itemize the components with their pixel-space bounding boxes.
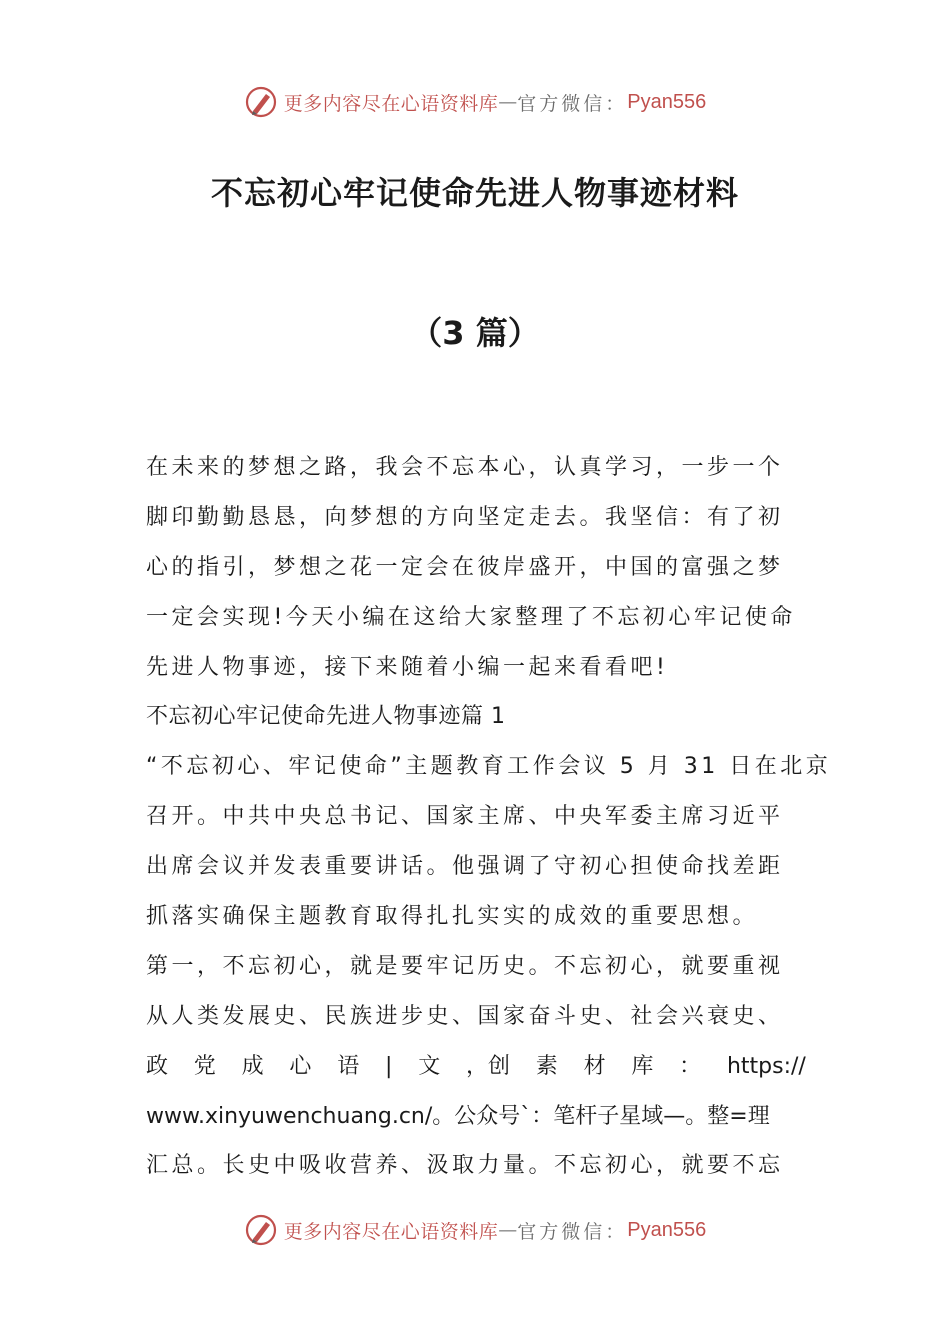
body-line: 抓落实确保主题教育取得扎扎实实的成效的重要思想。 <box>146 904 759 930</box>
document-body <box>146 448 832 1196</box>
document-subtitle: （3 篇） <box>410 314 540 352</box>
spread-token: ，创 <box>465 1053 510 1079</box>
pen-logo-icon <box>244 1213 278 1247</box>
spread-token: 政 <box>146 1053 169 1079</box>
header-banner <box>0 80 950 124</box>
spread-token: 库 <box>631 1053 654 1079</box>
body-line: “不忘初心、牢记使命”主题教育工作会议 5 月 31 日在北京 <box>146 754 832 780</box>
spread-token: ： <box>679 1053 702 1079</box>
spread-token: 党 <box>193 1053 216 1079</box>
spread-token: 文 <box>418 1053 441 1079</box>
spread-token: 语 <box>337 1053 360 1079</box>
body-line: 一定会实现!今天小编在这给大家整理了不忘初心牢记使命 <box>146 604 796 630</box>
spread-token: 素 <box>535 1053 558 1079</box>
body-line-url: www.xinyuwenchuang.cn/。公众号`：笔杆子星域—。整=理 <box>146 1103 770 1129</box>
body-line: 脚印勤勤恳恳，向梦想的方向坚定走去。我坚信：有了初 <box>146 504 784 530</box>
pen-logo-icon <box>244 85 278 119</box>
footer-banner <box>0 1208 950 1252</box>
banner-account-id: Pyan556 <box>627 1218 707 1241</box>
spread-token: 成 <box>241 1053 264 1079</box>
document-title: 不忘初心牢记使命先进人物事迹材料 <box>210 174 739 212</box>
banner-main-text: 更多内容尽在心语资料库 <box>283 1220 499 1243</box>
banner-dash: — <box>498 1219 518 1241</box>
spread-token: 心 <box>289 1053 312 1079</box>
spread-token: | <box>384 1053 393 1079</box>
banner-dash: — <box>498 91 518 113</box>
banner-account-id: Pyan556 <box>627 90 707 113</box>
banner-main-text: 更多内容尽在心语资料库 <box>283 92 499 115</box>
body-line: 在未来的梦想之路，我会不忘本心，认真学习，一步一个 <box>146 455 784 480</box>
banner-official-label: 官方微信： <box>517 92 628 115</box>
body-line: 心的指引，梦想之花一定会在彼岸盛开，中国的富强之梦 <box>146 554 784 580</box>
body-line: 先进人物事迹，接下来随着小编一起来看看吧! <box>146 654 669 680</box>
section-heading: 不忘初心牢记使命先进人物事迹篇 1 <box>146 704 506 730</box>
body-line: 汇总。长史中吸收营养、汲取力量。不忘初心，就要不忘 <box>146 1153 784 1179</box>
body-line: 从人类发展史、民族进步史、国家奋斗史、社会兴衰史、 <box>146 1003 784 1029</box>
body-line: 召开。中共中央总书记、国家主席、中央军委主席习近平 <box>146 804 784 830</box>
body-line: 出席会议并发表重要讲话。他强调了守初心担使命找差距 <box>146 854 784 880</box>
spread-url-token: https:// <box>726 1053 806 1079</box>
banner-official-label: 官方微信： <box>517 1220 628 1243</box>
body-line: 第一，不忘初心，就是要牢记历史。不忘初心，就要重视 <box>146 953 784 979</box>
spread-token: 材 <box>583 1053 606 1079</box>
body-line-spread <box>146 1047 806 1097</box>
